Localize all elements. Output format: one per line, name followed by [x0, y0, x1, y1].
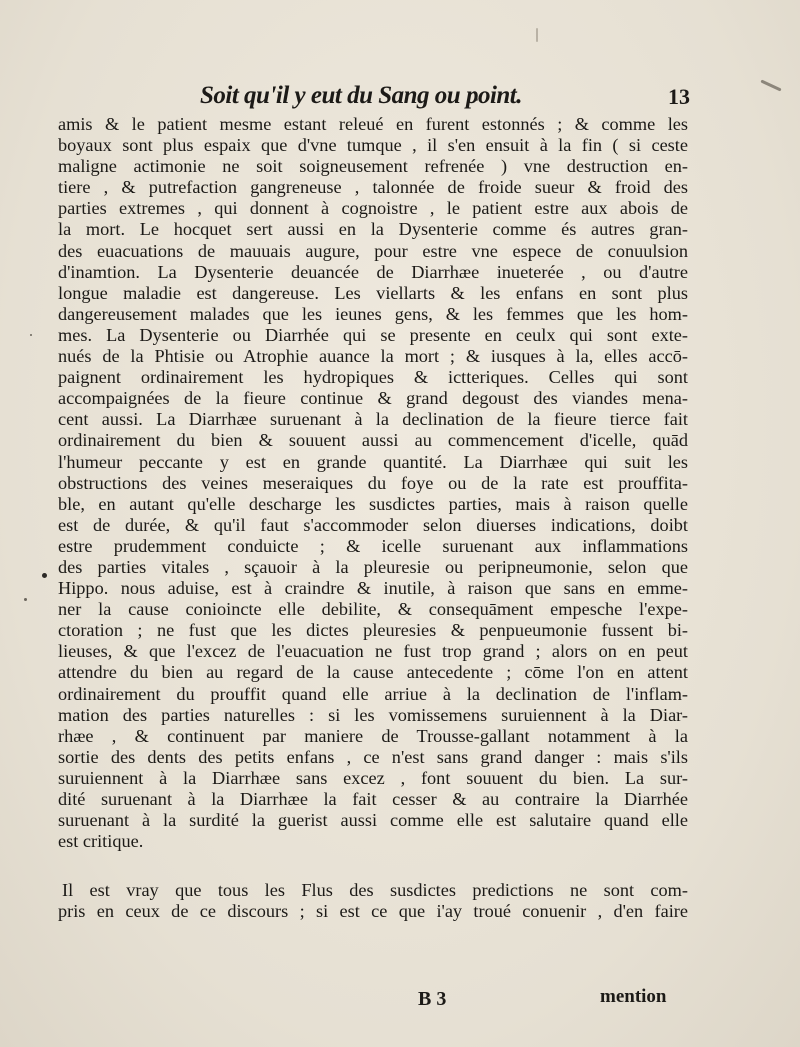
text-line: dangereusement malades que les ieunes gens, & les femmes que les hom- [58, 303, 688, 324]
text-line: obstructions des veines meseraiques du foye ou de la rate est prouffita- [58, 472, 688, 493]
text-line: lieuses, & que l'excez de l'euacuation ne fust trop grand ; alors on en peut [58, 641, 688, 662]
text-line: estre prudemment conduicte ; & icelle suruenant aux inflammations [58, 535, 688, 556]
text-line: rhæe , & continuent par maniere de Trousse-gallant notamment à la [58, 725, 688, 746]
text-line: la mort. Le hocquet sert aussi en la Dysenterie comme és autres gran- [58, 219, 688, 240]
running-title: Soit qu'il y eut du Sang ou point. [200, 82, 522, 109]
text-line: des euacuations de mauuais augure, pour estre vne espece de conuulsion [58, 240, 688, 261]
text-line: amis & le patient mesme estant releué en furent estonnés ; & comme les [58, 114, 688, 134]
body-text [58, 114, 688, 922]
text-line: cent aussi. La Diarrhæe suruenant à la declination de la fieure tierce fait [58, 409, 688, 430]
page-footer [0, 980, 800, 1010]
text-line: Hippo. nous aduise, est à craindre & inutile, à raison que sans en emme- [58, 578, 688, 599]
text-line: mation des parties naturelles : si les vomissemens suruiennent à la Diar- [58, 704, 688, 725]
text-line: dité suruenant à la Diarrhæe la fait cesser & au contraire la Diarrhée [58, 789, 688, 809]
text-line: parties extremes , qui donnent à cognoistre , le patient estre aux abois de [58, 198, 688, 219]
signature-mark: B 3 [418, 988, 447, 1010]
text-line: est de durée, & qu'il faut s'accommoder selon diuerses indications, doibt [58, 514, 688, 535]
page-number: 13 [668, 84, 690, 109]
text-line: accompaignées de la fieure continue & grand degoust des viandes mena- [58, 388, 688, 409]
text-line: Il est vray que tous les Flus des susdictes predictions ne sont com- [62, 880, 688, 901]
paragraph [58, 880, 688, 922]
text-line: suruiennent à la Diarrhæe sans excez , font souuent du bien. La sur- [58, 767, 688, 788]
text-line: sortie des dents des petits enfans , ce n'est sans grand danger : mais s'ils [58, 746, 688, 767]
text-line: maligne actimonie ne soit soigneusement refrenée ) vne destruction en- [58, 156, 688, 177]
catchword: mention [600, 986, 667, 1007]
text-line: suruenant à la surdité la guerist aussi comme elle est salutaire quand elle [58, 810, 688, 831]
text-line: ctoration ; ne fust que les dictes pleuresies & penpueumonie fussent bi- [58, 620, 688, 641]
text-line: paignent ordinairement les hydropiques & ictteriques. Celles qui sont [58, 367, 688, 388]
text-line: l'humeur peccante y est en grande quantité. La Diarrhæe qui suit les [58, 451, 688, 472]
text-line: des parties vitales , sçauoir à la pleuresie ou peripneumonie, selon que [58, 556, 688, 577]
text-line: mes. La Dysenterie ou Diarrhée qui se presente en ceulx qui sont exte- [58, 324, 688, 345]
text-line: attendre du bien au regard de la cause antecedente ; cōme l'on en attent [58, 662, 688, 683]
text-line: boyaux sont plus espaix que d'vne tumque , il s'en ensuit à la fin ( si ceste [58, 135, 688, 156]
text-line: pris en ceux de ce discours ; si est ce que i'ay troué conuenir , d'en faire [58, 901, 688, 922]
text-line: ordinairement du bien & souuent aussi au commencement d'icelle, quād [58, 430, 688, 451]
text-line: longue maladie est dangereuse. Les viellarts & les enfans en sont plus [58, 282, 688, 303]
text-line: ordinairement du prouffit quand elle arriue à la declination de l'inflam- [58, 683, 688, 704]
text-line: nués de la Phtisie ou Atrophie auance la mort ; & iusques à la, elles accō- [58, 346, 688, 367]
text-line: tiere , & putrefaction gangreneuse , talonnée de froide sueur & froid des [58, 177, 688, 198]
paragraph [58, 114, 688, 852]
text-line: ner la cause conioincte elle debilite, & consequāment empesche l'expe- [58, 599, 688, 620]
text-line: est critique. [58, 831, 144, 852]
text-line: d'inamtion. La Dysenterie deuancée de Diarrhæe inueterée , ou d'autre [58, 261, 688, 282]
text-line: ble, en autant qu'elle descharge les susdictes parties, mais à raison quelle [58, 493, 688, 514]
paragraph-gap [58, 852, 688, 880]
